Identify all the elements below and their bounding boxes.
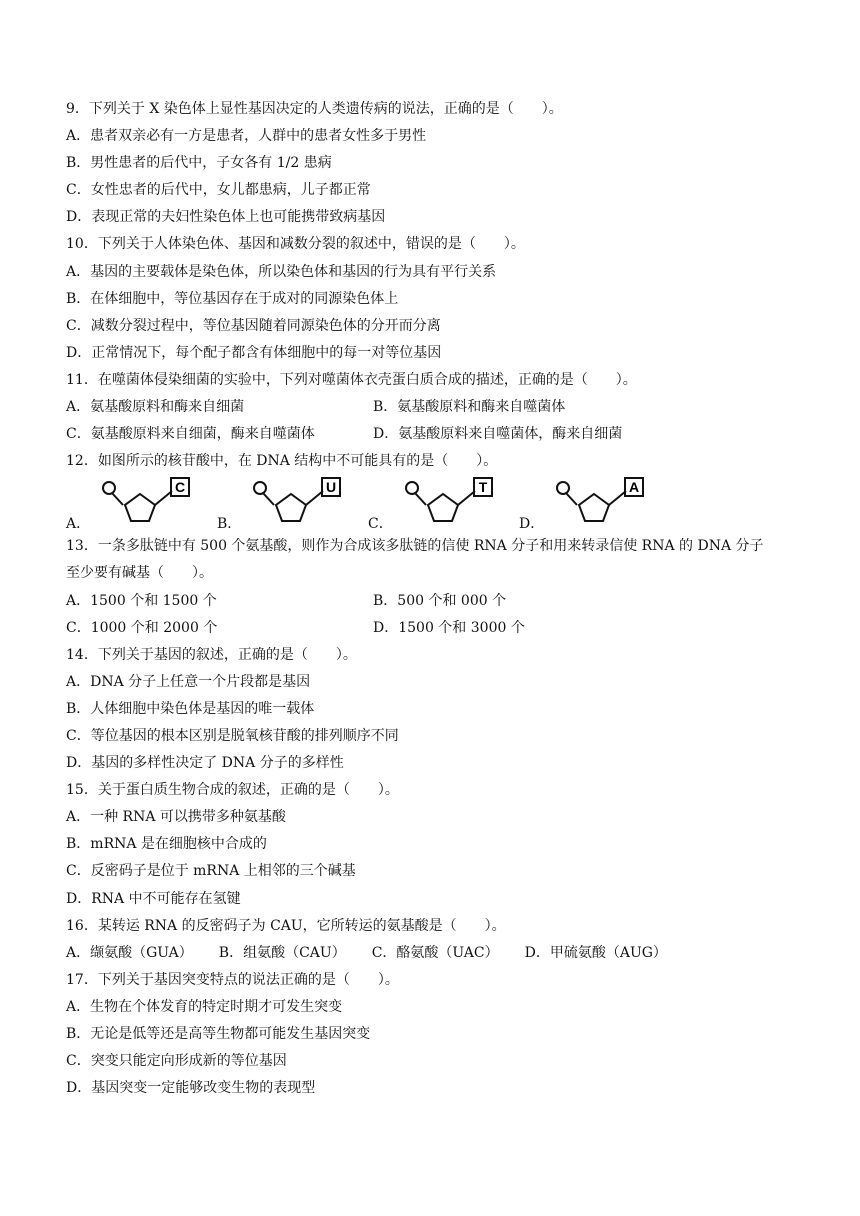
question-13-stem-line-1: 13．一条多肽链中有 500 个氨基酸，则作为合成该多肽链的信使 RNA 分子和用来转录信使 RNA 的 DNA 分子 xyxy=(66,538,764,555)
question-15-option-b: B．mRNA 是在细胞核中合成的 xyxy=(66,836,267,853)
question-11-option-b: B．氨基酸原料和酶来自噬菌体 xyxy=(373,399,566,416)
question-page xyxy=(66,96,826,1102)
question-11-option-c: C．氨基酸原料来自细菌，酶来自噬菌体 xyxy=(66,426,315,443)
question-9-option-b: B．男性患者的后代中，子女各有 1/2 患病 xyxy=(66,155,332,172)
question-9-stem: 9．下列关于 X 染色体上显性基因决定的人类遗传病的说法，正确的是（ ）。 xyxy=(66,101,563,117)
question-16-option-d: D．甲硫氨酸（AUG） xyxy=(524,944,667,961)
base-letter: T xyxy=(478,479,487,496)
option-label: B． xyxy=(217,516,242,533)
question-16-option-a: A．缬氨酸（GUA） xyxy=(66,944,193,961)
question-10-stem: 10．下列关于人体染色体、基因和减数分裂的叙述中，错误的是（ ）。 xyxy=(66,236,525,253)
question-17-option-a: A．生物在个体发育的特定时期才可发生突变 xyxy=(66,998,343,1015)
question-12-option-d xyxy=(519,477,670,533)
base-letter: C xyxy=(175,479,186,496)
question-9-option-c: C．女性忠者的后代中，女儿都患病，儿子都正常 xyxy=(66,182,371,199)
question-11-options-row-1 xyxy=(66,394,826,421)
question-12-image-options xyxy=(66,475,826,533)
question-12-stem: 12．如图所示的核苷酸中，在 DNA 结构中不可能具有的是（ ）。 xyxy=(66,453,498,470)
question-17-stem: 17．下列关于基因突变特点的说法正确的是（ ）。 xyxy=(66,971,399,988)
question-17-option-b: B．无论是低等还是高等生物都可能发生基因突变 xyxy=(66,1026,371,1042)
question-13-options-row-1 xyxy=(66,588,826,615)
question-13-option-a: A．1500 个和 1500 个 xyxy=(66,592,217,609)
question-9-option-a: A．患者双亲必有一方是患者，人群中的患者女性多于男性 xyxy=(66,128,427,145)
question-10-option-b: B．在体细胞中，等位基因存在于成对的同源染色体上 xyxy=(66,290,399,307)
question-15-option-d: D．RNA 中不可能存在氢键 xyxy=(66,890,241,907)
nucleotide-diagram xyxy=(100,477,196,531)
question-11-option-d: D．氨基酸原料来自噬菌体，酶来自细菌 xyxy=(373,426,623,443)
question-14-option-d: D．基因的多样性决定了 DNA 分子的多样性 xyxy=(66,755,344,772)
question-15-stem: 15．关于蛋白质生物合成的叙述，正确的是（ ）。 xyxy=(66,782,399,799)
question-13-option-b: B．500 个和 000 个 xyxy=(373,592,507,609)
nucleotide-diagram xyxy=(554,477,650,531)
question-10-option-a: A．基因的主要载体是染色体，所以染色体和基因的行为具有平行关系 xyxy=(66,263,497,280)
question-16-stem: 16．某转运 RNA 的反密码子为 CAU，它所转运的氨基酸是（ ）。 xyxy=(66,917,506,934)
question-15-option-a: A．一种 RNA 可以携带多种氨基酸 xyxy=(66,809,286,826)
question-9-option-d: D．表现正常的夫妇性染色体上也可能携带致病基因 xyxy=(66,209,386,226)
question-16-options-row xyxy=(66,940,826,967)
option-label: C． xyxy=(368,516,393,533)
nucleotide-diagram xyxy=(403,477,499,531)
question-11-options-row-2 xyxy=(66,421,826,448)
question-12-option-a xyxy=(66,477,217,533)
question-14-option-b: B．人体细胞中染色体是基因的唯一载体 xyxy=(66,700,315,717)
question-10-option-d: D．正常情况下，每个配子都含有体细胞中的每一对等位基因 xyxy=(66,344,442,361)
question-12-option-b xyxy=(217,477,368,533)
option-label: A． xyxy=(66,516,91,533)
nucleotide-diagram xyxy=(251,477,347,531)
question-17-option-c: C．突变只能定向形成新的等位基因 xyxy=(66,1053,287,1070)
question-14-stem: 14．下列关于基因的叙述，正确的是（ ）。 xyxy=(66,646,357,663)
question-11-stem: 11．在噬菌体侵染细菌的实验中，下列对噬菌体衣壳蛋白质合成的描述，正确的是（ ）。 xyxy=(66,371,637,388)
question-12-option-c xyxy=(368,477,519,533)
question-14-option-a: A．DNA 分子上任意一个片段都是基因 xyxy=(66,673,311,690)
base-letter: A xyxy=(629,479,640,496)
question-17-option-d: D．基因突变一定能够改变生物的表现型 xyxy=(66,1080,316,1097)
question-16-option-b: B．组氨酸（CAU） xyxy=(218,944,346,961)
question-11-option-a: A．氨基酸原料和酶来自细菌 xyxy=(66,399,245,416)
question-14-option-c: C．等位基因的根本区别是脱氧核苷酸的排列顺序不同 xyxy=(66,727,399,744)
question-13-options-row-2 xyxy=(66,615,826,642)
question-16-option-c: C．酪氨酸（UAC） xyxy=(371,944,499,961)
question-13-option-d: D．1500 个和 3000 个 xyxy=(373,619,525,636)
option-label: D． xyxy=(519,516,545,533)
question-15-option-c: C．反密码子是位于 mRNA 上相邻的三个碱基 xyxy=(66,863,356,880)
base-letter: U xyxy=(326,479,337,496)
question-10-option-c: C．减数分裂过程中，等位基因随着同源染色体的分开而分离 xyxy=(66,317,441,334)
question-13-stem-line-2: 至少要有碱基（ ）。 xyxy=(66,565,213,582)
question-13-option-c: C．1000 个和 2000 个 xyxy=(66,619,218,636)
